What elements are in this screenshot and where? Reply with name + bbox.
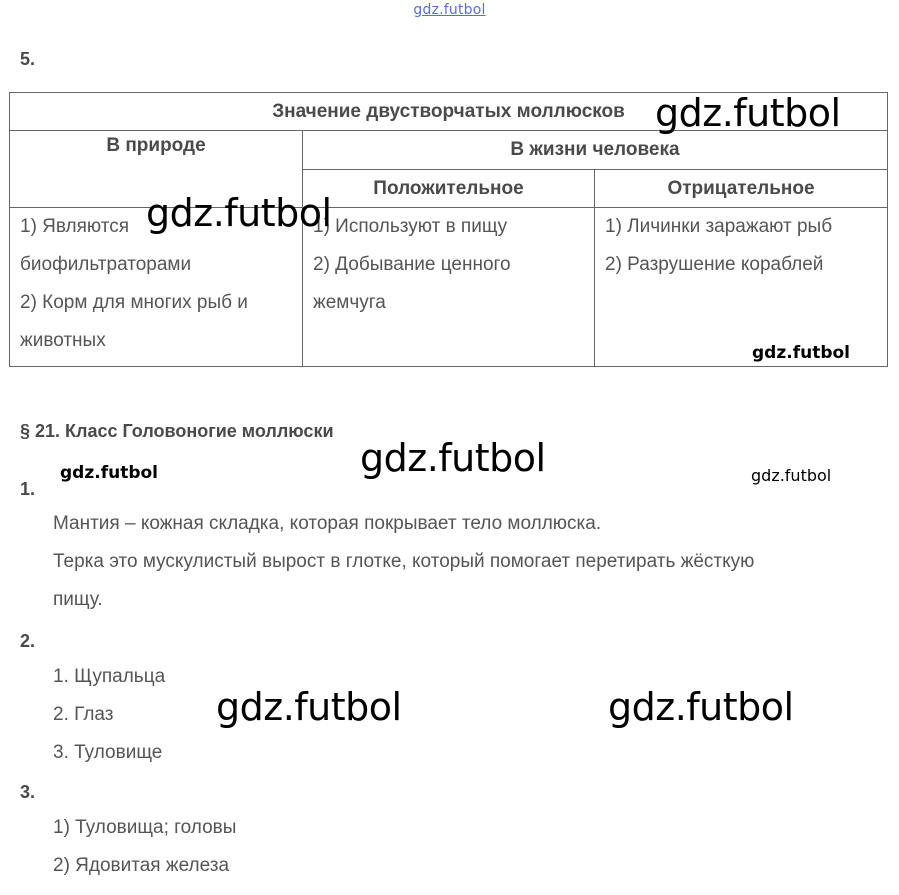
answer-line: 2. Глаз [53, 704, 114, 725]
question-1-number: 1. [20, 479, 36, 499]
watermark: gdz.futbol [655, 91, 841, 135]
answer-line: 3. Туловище [53, 742, 163, 763]
list-item: жемчуга [313, 292, 386, 313]
question-3-answer [53, 809, 236, 885]
list-item: 1) Являются [20, 216, 130, 237]
list-item: 2) Разрушение кораблей [605, 254, 824, 275]
list-item: 2) Корм для многих рыб и [20, 292, 248, 313]
section-21-title: § 21. Класс Головоногие моллюски [20, 421, 334, 441]
cell-positive [303, 208, 595, 367]
column-header-positive: Положительное [303, 170, 595, 208]
watermark: gdz.futbol [608, 685, 794, 729]
watermark: gdz.futbol [60, 463, 158, 483]
watermark: gdz.futbol [146, 191, 332, 235]
list-item: биофильтраторами [20, 254, 192, 275]
watermark: gdz.futbol [216, 685, 402, 729]
answer-line: Терка это мускулистый вырост в глотке, который помогает перетирать жёсткую [53, 551, 755, 572]
answer-line: Мантия – кожная складка, которая покрывает тело моллюска. [53, 513, 602, 534]
watermark: gdz.futbol [360, 436, 546, 480]
table-title: Значение двустворчатых моллюсков [10, 93, 888, 131]
task-5-number: 5. [20, 49, 36, 69]
top-watermark-link[interactable]: gdz.futbol [413, 2, 486, 18]
answer-line: 1. Щупальца [53, 666, 166, 687]
question-2-answer [53, 658, 165, 772]
answer-line: пищу. [53, 589, 103, 610]
list-item: животных [20, 330, 106, 351]
watermark: gdz.futbol [752, 343, 850, 363]
answer-line: 1) Туловища; головы [53, 817, 237, 838]
list-item: 1) Личинки заражают рыб [605, 216, 833, 237]
list-item: 1) Используют в пищу [313, 216, 508, 237]
question-1-answer [53, 505, 883, 619]
watermark: gdz.futbol [751, 466, 832, 485]
column-header-negative: Отрицательное [595, 170, 888, 208]
question-3-number: 3. [20, 782, 36, 802]
answer-line: 2) Ядовитая железа [53, 855, 230, 876]
list-item: 2) Добывание ценного [313, 254, 511, 275]
column-header-human: В жизни человека [303, 131, 888, 170]
column-header-nature: В природе [10, 131, 303, 208]
question-2-number: 2. [20, 631, 36, 651]
